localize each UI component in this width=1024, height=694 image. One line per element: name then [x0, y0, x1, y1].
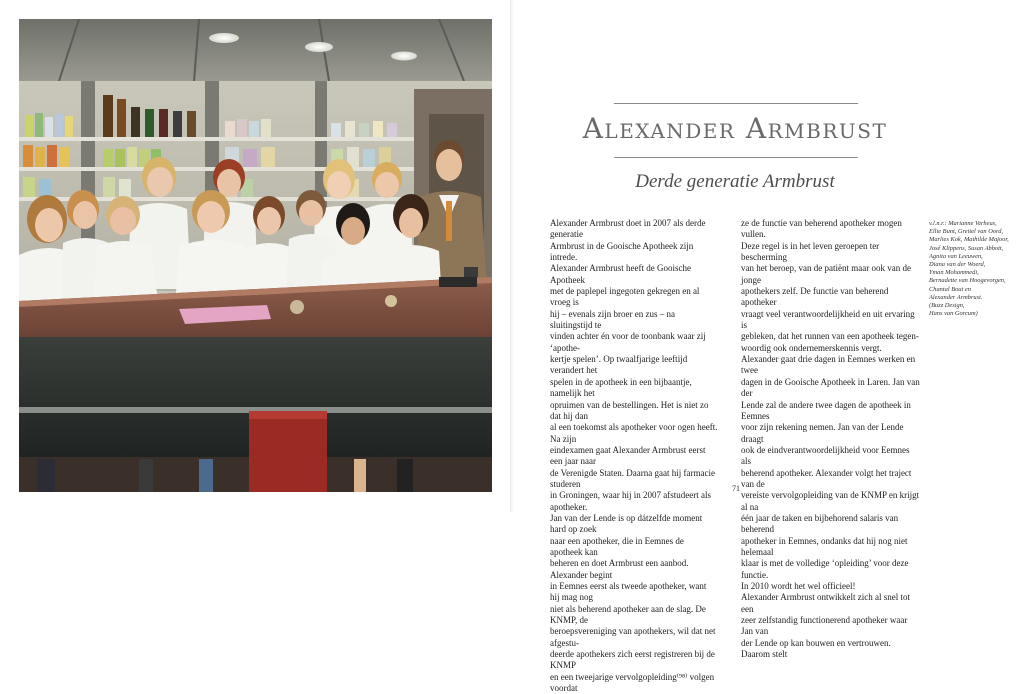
pharmacy-team-photo [19, 19, 492, 492]
body-text-line: zeer zelfstandig functionerend apotheker waar Jan van [741, 615, 908, 637]
body-text-line: ook de eindverantwoordelijkheid voor Eemnes als [741, 444, 910, 467]
body-text-line: beheren en doet Armbrust een aanbod. Alexander begint [550, 558, 689, 580]
page-subtitle: Derde generatie Armbrust [635, 171, 835, 192]
caption-line: v.l.n.r.: Marianne Verheus, [929, 220, 997, 227]
body-text-line: in Groningen, waar hij in 2007 afstudeert als apotheker. [550, 490, 711, 512]
body-column-2 [741, 218, 921, 660]
caption-line: Ellie Bunt, Greitel van Oord, [929, 228, 1004, 236]
body-text-line: Deze regel is in het leven geroepen ter bescherming [741, 240, 880, 263]
body-column-1 [550, 218, 718, 694]
body-text-line: woordig ook ondernemerskennis vergt. [741, 342, 882, 353]
body-text-line: In 2010 wordt het wel officieel! [741, 581, 856, 591]
body-text-line: deerde apothekers zich eerst registreren bij de KNMP [550, 649, 715, 671]
body-text-line: opruimen van de bestellingen. Het is niet zo dat hij dan [550, 399, 709, 421]
body-text-line: vraagt veel verantwoordelijkheid en uit ervaring is [741, 308, 915, 331]
body-text-line: beroepsvereniging van apothekers, wil dat net afgestu- [550, 626, 716, 648]
caption-line: Agnita van Leeuwen, [929, 252, 983, 260]
body-text-line: in Eemnes eerst als tweede apotheker, want hij mag nog [550, 581, 707, 603]
body-text-line: hij – evenals zijn broer en zus – na sluitingstijd te [550, 308, 675, 331]
book-gutter [510, 0, 514, 512]
body-text-line: Alexander Armbrust ontwikkelt zich al snel tot een [741, 592, 910, 614]
body-text-line: ze de functie van beherend apotheker mogen vullen. [741, 218, 902, 240]
body-text-line: en een tweejarige vervolgopleiding⁽⁹⁸⁾ volgen voordat [550, 671, 715, 694]
body-text-line: van het beroep, van de patiënt maar ook van de jonge [741, 263, 911, 285]
body-text-line: één jaar de taken en bijbehorend salaris van beherend [741, 512, 899, 535]
body-text-line: naar een apotheker, die in Eemnes de apotheek kan [550, 535, 684, 557]
body-text-line: Jan van der Lende is op dátzelfde moment hard op zoek [550, 512, 703, 535]
caption-line: Yman Mohammedi, [929, 269, 979, 277]
body-text-line: apothekers zelf. De functie van beherend apotheker [741, 286, 889, 308]
body-text-line: dagen in de Gooische Apotheek in Laren. Jan van der [741, 376, 920, 399]
body-text-line: apotheker in Eemnes, ondanks dat hij nog niet helemaal [741, 535, 908, 557]
caption-line: (Buzz Design, [929, 302, 965, 310]
caption-line: Alexander Armbrust. [929, 293, 983, 301]
body-text-line: spelen in de apotheek in een bijbaantje, namelijk het [550, 376, 692, 399]
body-text-line: voor zijn rekening nemen. Jan van der Lende draagt [741, 422, 904, 444]
body-text-line: der Lende op kan bouwen en vertrouwen. Daarom stelt [741, 637, 891, 660]
body-text-line: al een toekomst als apotheker voor ogen heeft. Na zijn [550, 422, 718, 444]
body-text-line: eindexamen gaat Alexander Armbrust eerst een jaar naar [550, 444, 706, 467]
body-text-line: niet als beherend apotheker aan de slag. De KNMP, de [550, 603, 706, 626]
page-title: Alexander Armbrust [582, 112, 888, 145]
title-rule-bottom [614, 157, 858, 158]
body-text-line: Alexander Armbrust heeft de Gooische Apotheek [550, 263, 691, 285]
body-text-line: de Verenigde Staten. Daarna gaat hij farmacie studeren [550, 467, 716, 489]
body-text-line: Alexander gaat drie dagen in Eemnes werken en twee [741, 354, 916, 376]
body-text-line: beherend apotheker. Alexander volgt het traject van de [741, 467, 912, 489]
caption-line: Bernadette van Hoogevorgen, [929, 277, 1006, 285]
body-text-line: kertje spelen’. Op twaalfjarige leeftijd verandert het [550, 354, 688, 376]
caption-line: Chantal Bout en [929, 285, 971, 293]
body-text-line: Lende zal de andere twee dagen de apotheek in Eemnes [741, 399, 911, 421]
caption-line: Diana van der Woerd, [929, 261, 986, 269]
body-text-line: klaar is met de volledige ‘opleiding’ voor deze functie. [741, 558, 909, 580]
caption-line: Marlies Kok, Mathilde Majoor, [929, 236, 1009, 244]
page-number: 71 [732, 484, 740, 493]
caption-line: José Klippens, Susan Abbott, [929, 244, 1004, 252]
body-text-line: Alexander Armbrust doet in 2007 als derde generatie [550, 218, 706, 240]
body-text-line: met de paplepel ingegoten gekregen en al vroeg is [550, 286, 700, 308]
caption-line: Hans van Gorcum) [929, 310, 978, 318]
body-text-line: Armbrust in de Gooische Apotheek zijn intrede. [550, 240, 694, 263]
body-text-line: vereiste vervolgopleiding van de KNMP en krijgt al na [741, 490, 920, 512]
title-rule-top [614, 103, 858, 104]
photo-caption [929, 220, 1011, 318]
body-text-line: vinden achter én voor de toonbank waar zij ‘apothe- [550, 331, 706, 353]
body-text-line: gebleken, dat het runnen van een apotheek tegen- [741, 331, 919, 342]
